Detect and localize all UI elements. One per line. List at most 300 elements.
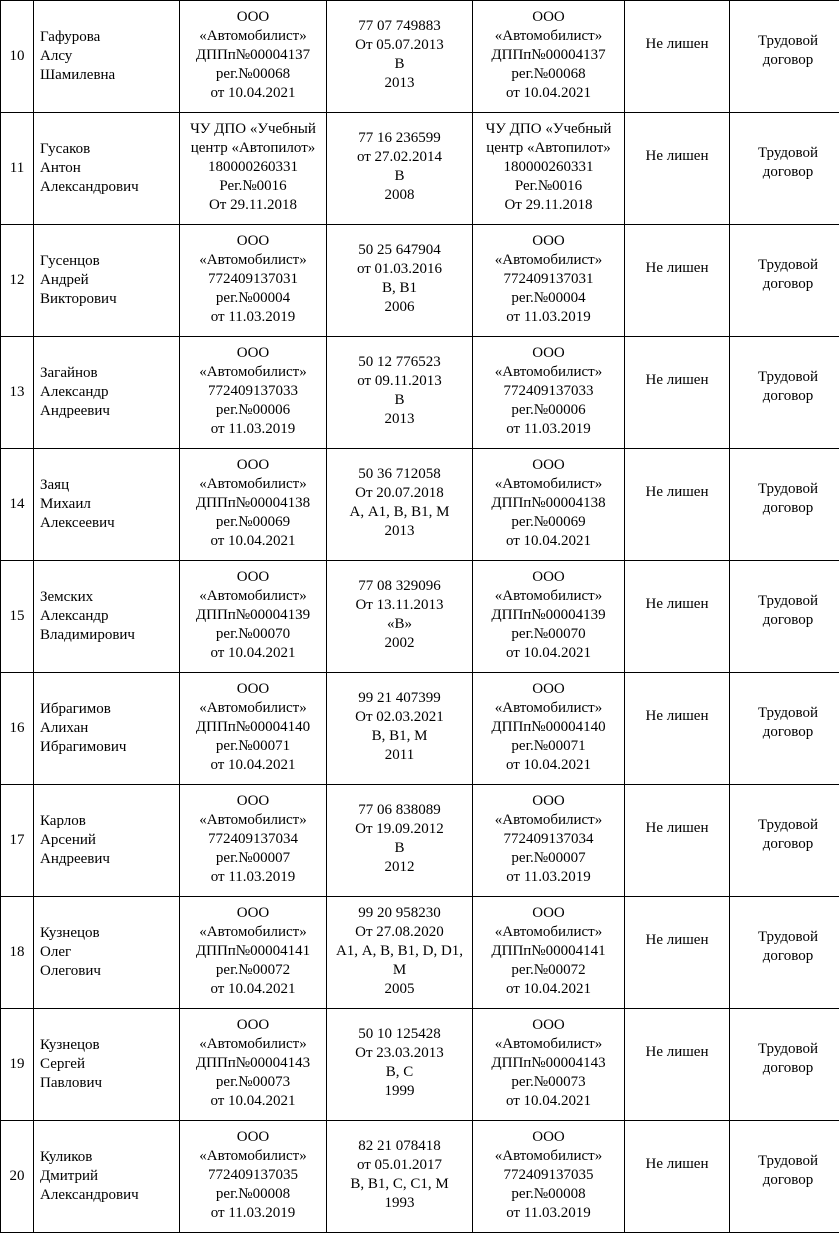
certificate-line: от 10.04.2021	[473, 756, 624, 775]
driver-name-line: Карлов	[40, 812, 179, 831]
driver-name-line: Кузнецов	[40, 924, 179, 943]
driver-license-line: От 23.03.2013	[327, 1044, 472, 1063]
training-org-cell	[180, 1, 327, 113]
deprivation-status: Не лишен	[625, 785, 729, 838]
certificate-line: ЧУ ДПО «Учебный	[473, 120, 624, 139]
deprivation-status: Не лишен	[625, 449, 729, 502]
certificate-line: «Автомобилист»	[473, 475, 624, 494]
driver-name-cell	[34, 785, 180, 897]
table-row	[1, 337, 839, 449]
driver-license-line: 82 21 078418	[327, 1137, 472, 1156]
certificate-line: ООО	[473, 1128, 624, 1147]
training-org-line: «Автомобилист»	[180, 587, 326, 606]
contract-type-line: договор	[730, 611, 839, 630]
contract-type-line: договор	[730, 163, 839, 182]
training-org-line: ДППп№00004139	[180, 606, 326, 625]
driver-name-line: Куликов	[40, 1148, 179, 1167]
table-row	[1, 1009, 839, 1121]
training-org-line: 772409137031	[180, 270, 326, 289]
driver-license-line: 1999	[327, 1082, 472, 1101]
driver-license-line: 2013	[327, 522, 472, 541]
driver-license-cell	[327, 1, 473, 113]
row-number: 11	[1, 113, 34, 225]
deprivation-status-cell	[625, 897, 730, 1009]
contract-type-cell	[730, 1121, 839, 1233]
driver-license-line: А1, А, В, В1, D, D1,	[327, 942, 472, 961]
driver-license-line: 77 08 329096	[327, 577, 472, 596]
certificate-cell	[473, 1, 625, 113]
contract-type-line: договор	[730, 1059, 839, 1078]
certificate-line: ООО	[473, 792, 624, 811]
certificate-cell	[473, 897, 625, 1009]
driver-name-line: Андреевич	[40, 402, 179, 421]
deprivation-status: Не лишен	[625, 225, 729, 278]
training-org-line: рег.№00073	[180, 1073, 326, 1092]
driver-license-cell	[327, 897, 473, 1009]
driver-license-line: 77 06 838089	[327, 801, 472, 820]
driver-license-line: В	[327, 55, 472, 74]
training-org-line: от 11.03.2019	[180, 420, 326, 439]
driver-license-line: В, В1, М	[327, 727, 472, 746]
driver-license-line: От 19.09.2012	[327, 820, 472, 839]
training-org-line: «Автомобилист»	[180, 811, 326, 830]
driver-name-line: Антон	[40, 159, 179, 178]
driver-license-line: 2013	[327, 74, 472, 93]
certificate-line: ДППп№00004143	[473, 1054, 624, 1073]
driver-name-line: Владимирович	[40, 626, 179, 645]
driver-license-cell	[327, 1121, 473, 1233]
training-org-line: ЧУ ДПО «Учебный	[180, 120, 326, 139]
training-org-line: рег.№00004	[180, 289, 326, 308]
table-row	[1, 561, 839, 673]
training-org-line: ООО	[180, 232, 326, 251]
certificate-line: рег.№00007	[473, 849, 624, 868]
certificate-line: рег.№00072	[473, 961, 624, 980]
contract-type-line: Трудовой	[730, 1040, 839, 1059]
training-org-line: «Автомобилист»	[180, 923, 326, 942]
certificate-line: «Автомобилист»	[473, 251, 624, 270]
driver-license-line: 2012	[327, 858, 472, 877]
deprivation-status: Не лишен	[625, 1121, 729, 1174]
training-org-line: «Автомобилист»	[180, 475, 326, 494]
training-org-cell	[180, 897, 327, 1009]
certificate-line: ООО	[473, 904, 624, 923]
training-org-cell	[180, 113, 327, 225]
certificate-line: ООО	[473, 8, 624, 27]
driver-license-line: 77 16 236599	[327, 129, 472, 148]
certificate-line: 772409137033	[473, 382, 624, 401]
certificate-line: ДППп№00004138	[473, 494, 624, 513]
driver-license-line: От 20.07.2018	[327, 484, 472, 503]
table-row	[1, 897, 839, 1009]
certificate-line: «Автомобилист»	[473, 587, 624, 606]
driver-name-line: Ибрагимов	[40, 700, 179, 719]
certificate-line: рег.№00071	[473, 737, 624, 756]
table-row	[1, 1121, 839, 1233]
deprivation-status: Не лишен	[625, 113, 729, 166]
certificate-line: ООО	[473, 568, 624, 587]
driver-name-cell	[34, 561, 180, 673]
contract-type-line: Трудовой	[730, 816, 839, 835]
deprivation-status-cell	[625, 1009, 730, 1121]
training-org-line: центр «Автопилот»	[180, 139, 326, 158]
table-row	[1, 449, 839, 561]
driver-license-line: 50 25 647904	[327, 241, 472, 260]
training-org-line: ООО	[180, 456, 326, 475]
driver-name-line: Гусаков	[40, 140, 179, 159]
contract-type-cell	[730, 673, 839, 785]
driver-license-line: В, В1	[327, 279, 472, 298]
driver-name-cell	[34, 449, 180, 561]
certificate-line: от 10.04.2021	[473, 1092, 624, 1111]
driver-name-line: Земских	[40, 588, 179, 607]
certificate-line: от 11.03.2019	[473, 420, 624, 439]
training-org-line: ООО	[180, 8, 326, 27]
drivers-table-body	[1, 1, 839, 1233]
contract-type-cell	[730, 1, 839, 113]
driver-name-line: Александрович	[40, 1186, 179, 1205]
training-org-line: Рег.№0016	[180, 177, 326, 196]
driver-license-cell	[327, 673, 473, 785]
certificate-cell	[473, 1121, 625, 1233]
certificate-line: рег.№00073	[473, 1073, 624, 1092]
driver-name-line: Михаил	[40, 495, 179, 514]
deprivation-status-cell	[625, 1121, 730, 1233]
training-org-cell	[180, 785, 327, 897]
certificate-line: ДППп№00004141	[473, 942, 624, 961]
driver-license-line: А, А1, В, В1, М	[327, 503, 472, 522]
training-org-line: ДППп№00004140	[180, 718, 326, 737]
row-number: 14	[1, 449, 34, 561]
contract-type-cell	[730, 225, 839, 337]
training-org-line: ДППп№00004137	[180, 46, 326, 65]
driver-license-line: 1993	[327, 1194, 472, 1213]
driver-name-line: Кузнецов	[40, 1036, 179, 1055]
contract-type-cell	[730, 785, 839, 897]
driver-name-cell	[34, 337, 180, 449]
driver-license-line: В, В1, С, С1, М	[327, 1175, 472, 1194]
training-org-cell	[180, 449, 327, 561]
driver-license-cell	[327, 449, 473, 561]
certificate-line: ДППп№00004139	[473, 606, 624, 625]
driver-name-cell	[34, 1009, 180, 1121]
driver-license-line: От 05.07.2013	[327, 36, 472, 55]
deprivation-status: Не лишен	[625, 673, 729, 726]
driver-license-line: 77 07 749883	[327, 17, 472, 36]
training-org-line: «Автомобилист»	[180, 1035, 326, 1054]
driver-license-line: 2002	[327, 634, 472, 653]
certificate-line: «Автомобилист»	[473, 811, 624, 830]
driver-license-line: 2008	[327, 186, 472, 205]
training-org-line: «Автомобилист»	[180, 363, 326, 382]
driver-license-cell	[327, 113, 473, 225]
certificate-cell	[473, 113, 625, 225]
training-org-line: рег.№00072	[180, 961, 326, 980]
training-org-line: ООО	[180, 1016, 326, 1035]
training-org-cell	[180, 673, 327, 785]
training-org-line: 772409137034	[180, 830, 326, 849]
driver-name-line: Александр	[40, 383, 179, 402]
training-org-line: рег.№00069	[180, 513, 326, 532]
driver-license-line: 2005	[327, 980, 472, 999]
certificate-line: ДППп№00004137	[473, 46, 624, 65]
certificate-line: 772409137031	[473, 270, 624, 289]
deprivation-status-cell	[625, 225, 730, 337]
deprivation-status-cell	[625, 561, 730, 673]
training-org-line: от 10.04.2021	[180, 84, 326, 103]
training-org-line: 772409137035	[180, 1166, 326, 1185]
row-number: 15	[1, 561, 34, 673]
driver-license-line: от 05.01.2017	[327, 1156, 472, 1175]
deprivation-status: Не лишен	[625, 1009, 729, 1062]
driver-license-line: В	[327, 839, 472, 858]
training-org-line: рег.№00070	[180, 625, 326, 644]
training-org-line: ДППп№00004143	[180, 1054, 326, 1073]
contract-type-line: договор	[730, 835, 839, 854]
driver-license-line: В, С	[327, 1063, 472, 1082]
deprivation-status: Не лишен	[625, 1, 729, 54]
training-org-line: от 11.03.2019	[180, 308, 326, 327]
row-number: 16	[1, 673, 34, 785]
deprivation-status-cell	[625, 337, 730, 449]
contract-type-line: договор	[730, 947, 839, 966]
certificate-line: рег.№00008	[473, 1185, 624, 1204]
contract-type-line: договор	[730, 499, 839, 518]
certificate-line: рег.№00006	[473, 401, 624, 420]
driver-license-line: 2006	[327, 298, 472, 317]
training-org-line: рег.№00071	[180, 737, 326, 756]
certificate-line: от 11.03.2019	[473, 868, 624, 887]
row-number: 18	[1, 897, 34, 1009]
certificate-cell	[473, 225, 625, 337]
contract-type-line: договор	[730, 387, 839, 406]
training-org-line: ДППп№00004141	[180, 942, 326, 961]
certificate-line: «Автомобилист»	[473, 363, 624, 382]
training-org-line: ООО	[180, 904, 326, 923]
certificate-line: рег.№00004	[473, 289, 624, 308]
training-org-line: от 11.03.2019	[180, 868, 326, 887]
driver-license-cell	[327, 561, 473, 673]
driver-name-cell	[34, 897, 180, 1009]
certificate-line: центр «Автопилот»	[473, 139, 624, 158]
training-org-line: рег.№00006	[180, 401, 326, 420]
training-org-line: от 10.04.2021	[180, 644, 326, 663]
training-org-line: ООО	[180, 680, 326, 699]
training-org-line: ООО	[180, 792, 326, 811]
driver-license-line: В	[327, 391, 472, 410]
training-org-line: «Автомобилист»	[180, 699, 326, 718]
certificate-cell	[473, 337, 625, 449]
contract-type-line: Трудовой	[730, 32, 839, 51]
row-number: 12	[1, 225, 34, 337]
driver-license-line: «В»	[327, 615, 472, 634]
driver-license-cell	[327, 1009, 473, 1121]
training-org-line: «Автомобилист»	[180, 27, 326, 46]
driver-name-cell	[34, 1, 180, 113]
training-org-cell	[180, 337, 327, 449]
driver-name-line: Шамилевна	[40, 66, 179, 85]
certificate-cell	[473, 785, 625, 897]
certificate-line: ООО	[473, 1016, 624, 1035]
certificate-line: «Автомобилист»	[473, 699, 624, 718]
driver-name-cell	[34, 1121, 180, 1233]
deprivation-status: Не лишен	[625, 897, 729, 950]
driver-name-line: Андреевич	[40, 850, 179, 869]
driver-name-line: Заяц	[40, 476, 179, 495]
training-org-line: рег.№00008	[180, 1185, 326, 1204]
driver-name-cell	[34, 113, 180, 225]
training-org-cell	[180, 1121, 327, 1233]
table-row	[1, 673, 839, 785]
driver-license-line: 50 36 712058	[327, 465, 472, 484]
training-org-line: от 10.04.2021	[180, 756, 326, 775]
certificate-line: рег.№00069	[473, 513, 624, 532]
driver-name-line: Андрей	[40, 271, 179, 290]
driver-name-line: Дмитрий	[40, 1167, 179, 1186]
training-org-line: От 29.11.2018	[180, 196, 326, 215]
driver-license-line: 99 20 958230	[327, 904, 472, 923]
driver-license-cell	[327, 225, 473, 337]
contract-type-line: Трудовой	[730, 368, 839, 387]
driver-name-line: Олег	[40, 943, 179, 962]
contract-type-line: Трудовой	[730, 592, 839, 611]
contract-type-cell	[730, 1009, 839, 1121]
certificate-line: от 11.03.2019	[473, 1204, 624, 1223]
training-org-line: ООО	[180, 568, 326, 587]
certificate-line: от 10.04.2021	[473, 532, 624, 551]
training-org-line: ДППп№00004138	[180, 494, 326, 513]
contract-type-line: Трудовой	[730, 256, 839, 275]
driver-license-line: от 01.03.2016	[327, 260, 472, 279]
contract-type-line: договор	[730, 275, 839, 294]
certificate-line: 772409137034	[473, 830, 624, 849]
driver-license-line: 99 21 407399	[327, 689, 472, 708]
certificate-line: «Автомобилист»	[473, 27, 624, 46]
training-org-line: ООО	[180, 1128, 326, 1147]
row-number: 20	[1, 1121, 34, 1233]
training-org-cell	[180, 1009, 327, 1121]
certificate-cell	[473, 561, 625, 673]
driver-name-cell	[34, 673, 180, 785]
table-row	[1, 1, 839, 113]
row-number: 17	[1, 785, 34, 897]
driver-license-line: от 27.02.2014	[327, 148, 472, 167]
deprivation-status: Не лишен	[625, 561, 729, 614]
contract-type-cell	[730, 113, 839, 225]
certificate-line: от 10.04.2021	[473, 644, 624, 663]
deprivation-status-cell	[625, 673, 730, 785]
driver-name-line: Олегович	[40, 962, 179, 981]
driver-license-line: 2011	[327, 746, 472, 765]
driver-name-line: Гафурова	[40, 28, 179, 47]
driver-license-line: От 27.08.2020	[327, 923, 472, 942]
training-org-line: ООО	[180, 344, 326, 363]
driver-name-line: Алсу	[40, 47, 179, 66]
driver-name-cell	[34, 225, 180, 337]
driver-name-line: Ибрагимович	[40, 738, 179, 757]
training-org-line: 772409137033	[180, 382, 326, 401]
driver-name-line: Павлович	[40, 1074, 179, 1093]
certificate-line: от 10.04.2021	[473, 84, 624, 103]
table-row	[1, 225, 839, 337]
driver-name-line: Викторович	[40, 290, 179, 309]
driver-license-cell	[327, 785, 473, 897]
table-row	[1, 113, 839, 225]
driver-name-line: Сергей	[40, 1055, 179, 1074]
contract-type-line: Трудовой	[730, 144, 839, 163]
deprivation-status-cell	[625, 449, 730, 561]
training-org-line: от 10.04.2021	[180, 532, 326, 551]
contract-type-cell	[730, 897, 839, 1009]
certificate-line: Рег.№0016	[473, 177, 624, 196]
training-org-line: 180000260331	[180, 158, 326, 177]
contract-type-cell	[730, 449, 839, 561]
contract-type-line: Трудовой	[730, 928, 839, 947]
driver-name-line: Алексеевич	[40, 514, 179, 533]
training-org-line: рег.№00068	[180, 65, 326, 84]
certificate-line: От 29.11.2018	[473, 196, 624, 215]
contract-type-line: Трудовой	[730, 704, 839, 723]
certificate-cell	[473, 1009, 625, 1121]
driver-license-cell	[327, 337, 473, 449]
certificate-cell	[473, 449, 625, 561]
contract-type-line: договор	[730, 1171, 839, 1190]
certificate-line: ДППп№00004140	[473, 718, 624, 737]
deprivation-status-cell	[625, 113, 730, 225]
driver-name-line: Загайнов	[40, 364, 179, 383]
contract-type-line: Трудовой	[730, 480, 839, 499]
contract-type-cell	[730, 337, 839, 449]
driver-license-line: 2013	[327, 410, 472, 429]
row-number: 19	[1, 1009, 34, 1121]
driver-name-line: Александр	[40, 607, 179, 626]
driver-license-line: От 02.03.2021	[327, 708, 472, 727]
contract-type-line: договор	[730, 723, 839, 742]
certificate-line: рег.№00068	[473, 65, 624, 84]
certificate-line: «Автомобилист»	[473, 923, 624, 942]
training-org-line: «Автомобилист»	[180, 1147, 326, 1166]
deprivation-status-cell	[625, 785, 730, 897]
driver-name-line: Арсений	[40, 831, 179, 850]
certificate-line: рег.№00070	[473, 625, 624, 644]
driver-license-line: 50 10 125428	[327, 1025, 472, 1044]
certificate-line: ООО	[473, 680, 624, 699]
table-row	[1, 785, 839, 897]
certificate-line: «Автомобилист»	[473, 1035, 624, 1054]
certificate-line: 772409137035	[473, 1166, 624, 1185]
contract-type-line: Трудовой	[730, 1152, 839, 1171]
training-org-line: от 11.03.2019	[180, 1204, 326, 1223]
driver-name-line: Алихан	[40, 719, 179, 738]
driver-license-line: От 13.11.2013	[327, 596, 472, 615]
training-org-line: от 10.04.2021	[180, 1092, 326, 1111]
training-org-cell	[180, 561, 327, 673]
certificate-line: от 10.04.2021	[473, 980, 624, 999]
training-org-line: рег.№00007	[180, 849, 326, 868]
driver-license-line: 50 12 776523	[327, 353, 472, 372]
driver-name-line: Александрович	[40, 178, 179, 197]
certificate-line: ООО	[473, 456, 624, 475]
row-number: 13	[1, 337, 34, 449]
contract-type-cell	[730, 561, 839, 673]
deprivation-status-cell	[625, 1, 730, 113]
driver-license-line: от 09.11.2013	[327, 372, 472, 391]
row-number: 10	[1, 1, 34, 113]
certificate-line: от 11.03.2019	[473, 308, 624, 327]
certificate-line: 180000260331	[473, 158, 624, 177]
certificate-line: ООО	[473, 344, 624, 363]
driver-name-line: Гусенцов	[40, 252, 179, 271]
